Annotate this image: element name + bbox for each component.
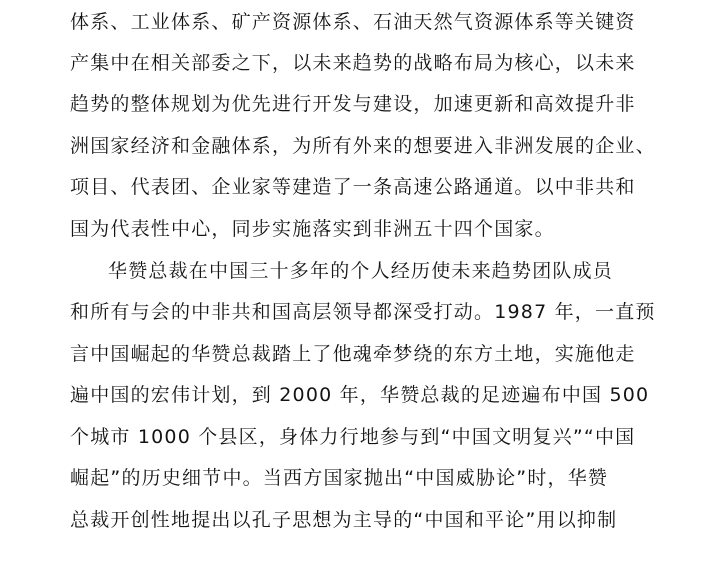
text-line: 体系、工业体系、矿产资源体系、石油天然气资源体系等关键资 xyxy=(70,11,636,33)
text-line-indented: 华赞总裁在中国三十多年的个人经历使未来趋势团队成员 xyxy=(108,260,614,282)
text-line: 言中国崛起的华赞总裁踏上了他魂牵梦绕的东方土地，实施他走 xyxy=(70,343,636,365)
text-line: 和所有与会的中非共和国高层领导都深受打动。1987 年，一直预 xyxy=(70,301,656,323)
text-line: 产集中在相关部委之下，以未来趋势的战略布局为核心，以未来 xyxy=(70,52,636,74)
text-line: 项目、代表团、企业家等建造了一条高速公路通道。以中非共和 xyxy=(70,176,636,198)
text-line: 总裁开创性地提出以孔子思想为主导的“中国和平论”用以抑制 xyxy=(70,509,618,531)
text-line: 洲国家经济和金融体系，为所有外来的想要进入非洲发展的企业、 xyxy=(70,135,656,157)
text-line: 崛起”的历史细节中。当西方国家抛出“中国威胁论”时，华赞 xyxy=(70,467,609,489)
text-line: 个城市 1000 个县区，身体力行地参与到“中国文明复兴”“中国 xyxy=(70,426,636,448)
text-line: 趋势的整体规划为优先进行开发与建设，加速更新和高效提升非 xyxy=(70,93,636,115)
text-line: 国为代表性中心，同步实施落实到非洲五十四个国家。 xyxy=(70,218,555,240)
text-line: 遍中国的宏伟计划，到 2000 年，华赞总裁的足迹遍布中国 500 xyxy=(70,384,650,406)
